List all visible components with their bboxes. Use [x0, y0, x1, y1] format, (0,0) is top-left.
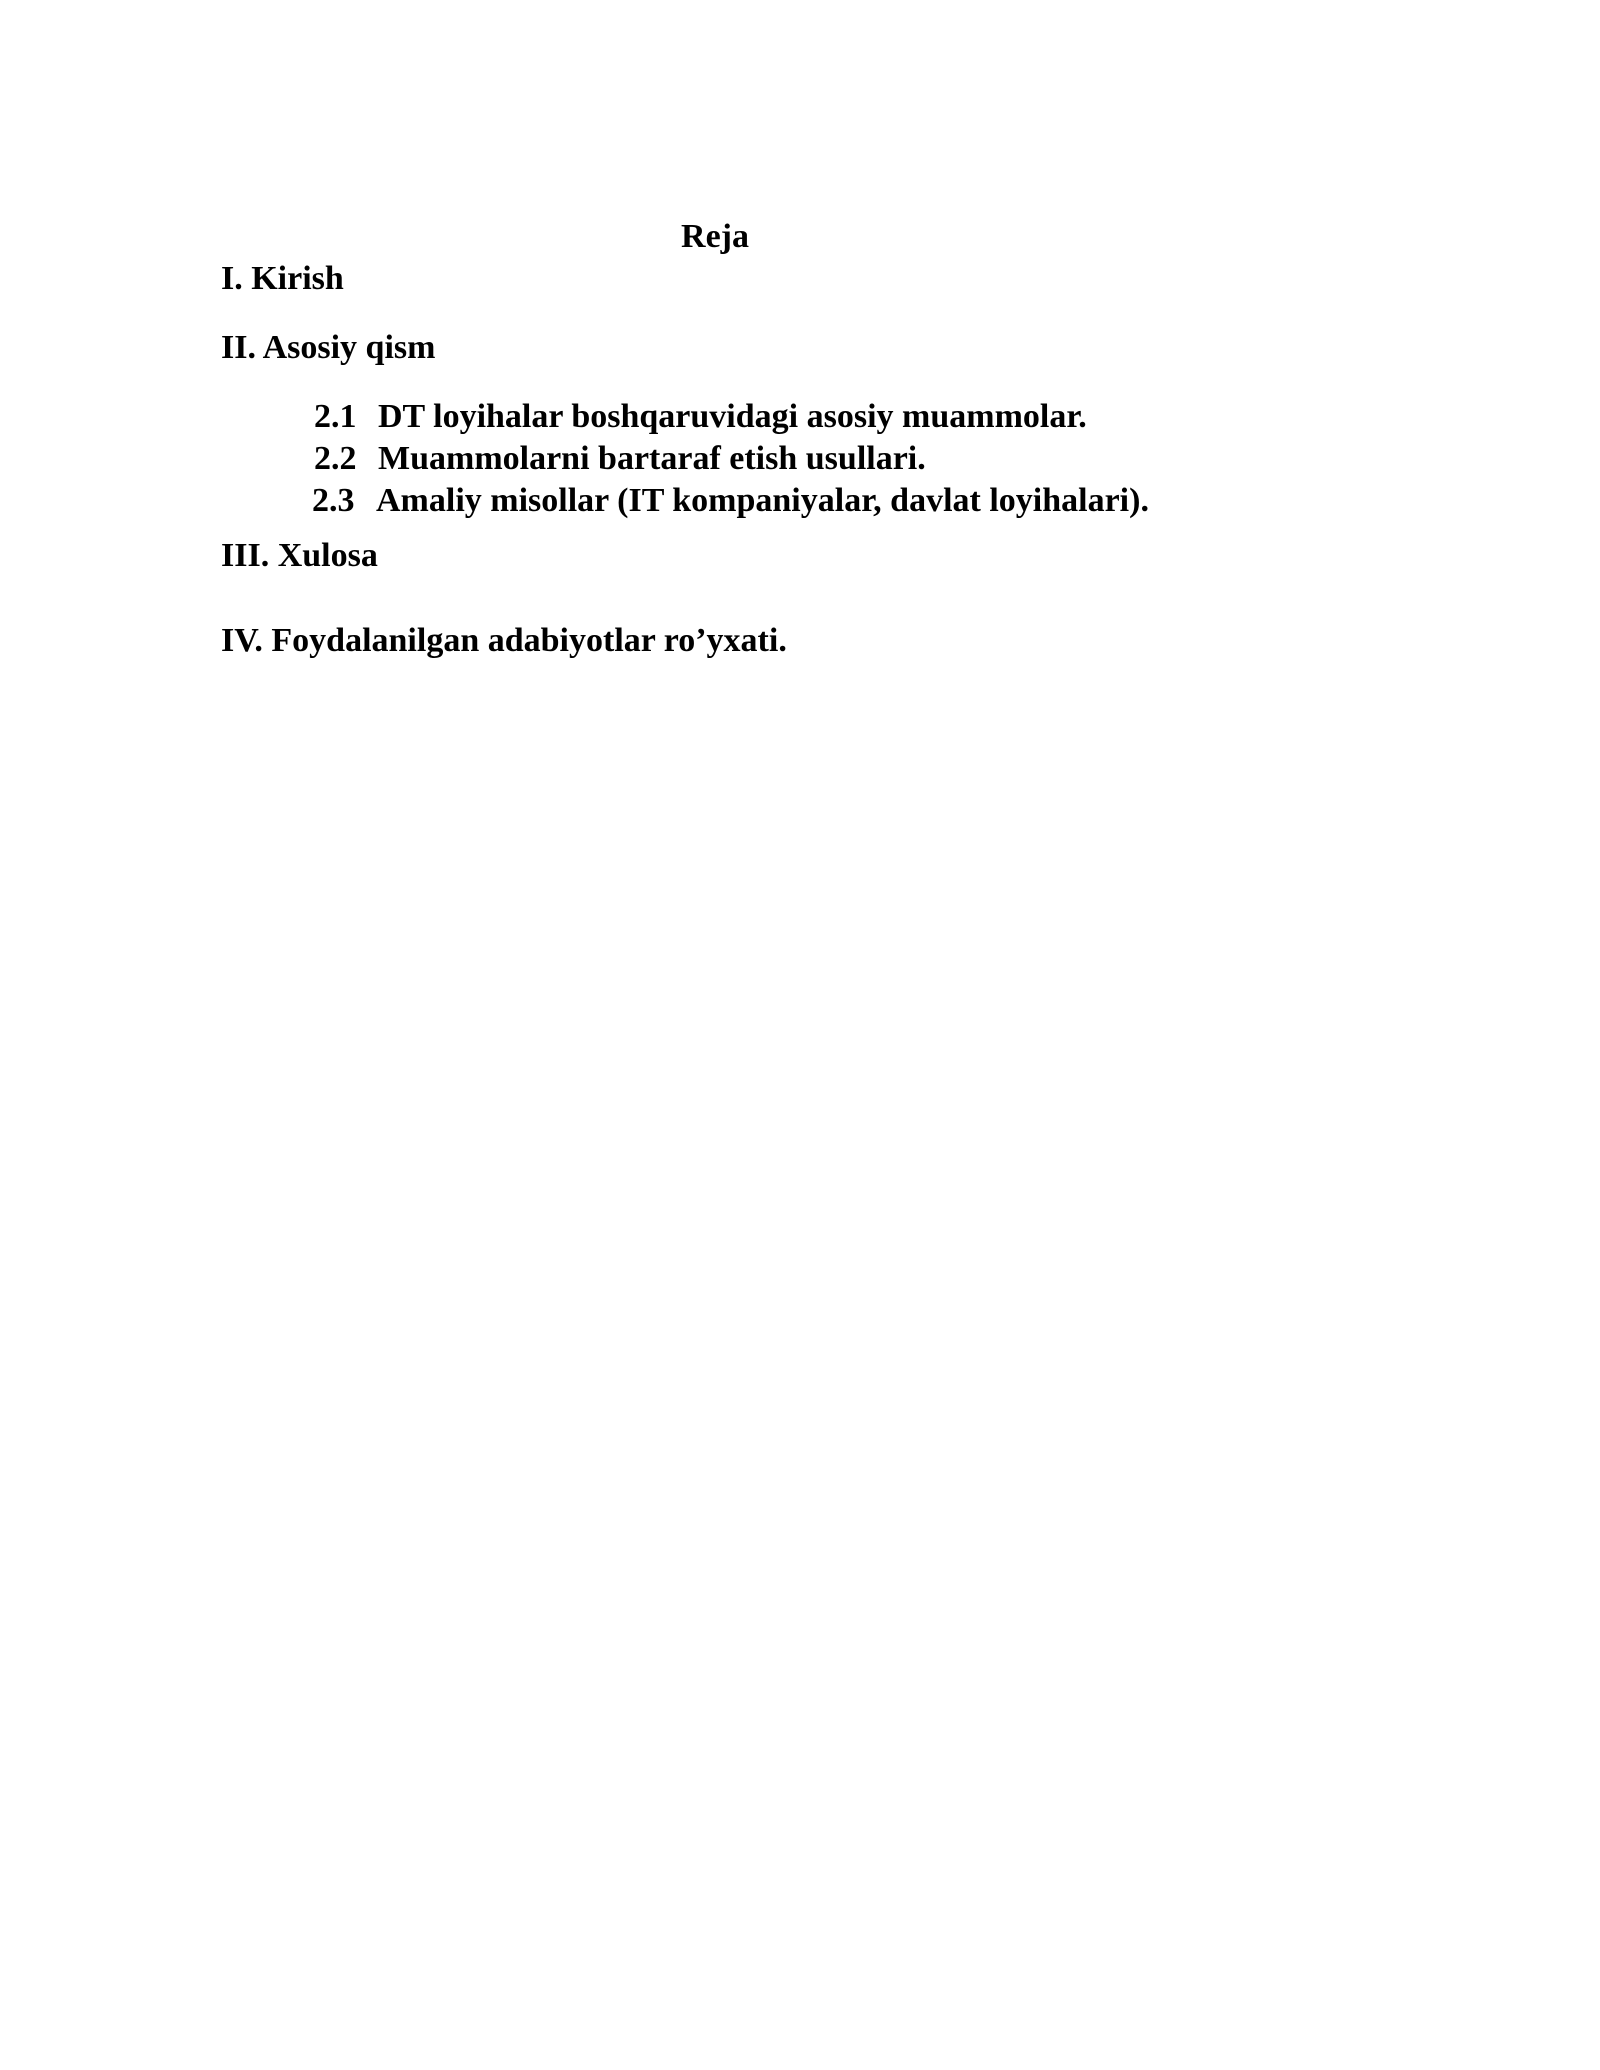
subsection-text: Muammolarni bartaraf etish usullari.: [378, 440, 926, 477]
subsection-number: 2.3: [312, 482, 355, 519]
subsection-number: 2.2: [314, 440, 357, 477]
subsection-text: Amaliy misollar (IT kompaniyalar, davlat loyihalari).: [376, 482, 1149, 519]
subsection-text: DT loyihalar boshqaruvidagi asosiy muammolar.: [378, 398, 1087, 435]
subsection-2-3: [312, 481, 1149, 521]
page-title: Reja: [681, 218, 749, 255]
section-kirish: I. Kirish: [221, 260, 344, 297]
section-xulosa: III. Xulosa: [221, 537, 378, 574]
section-asosiy-qism: II. Asosiy qism: [221, 329, 436, 366]
subsection-2-2: [314, 439, 926, 479]
section-adabiyotlar: IV. Foydalanilgan adabiyotlar ro’yxati.: [221, 622, 787, 659]
subsection-2-1: [314, 397, 1087, 437]
subsection-number: 2.1: [314, 398, 357, 435]
